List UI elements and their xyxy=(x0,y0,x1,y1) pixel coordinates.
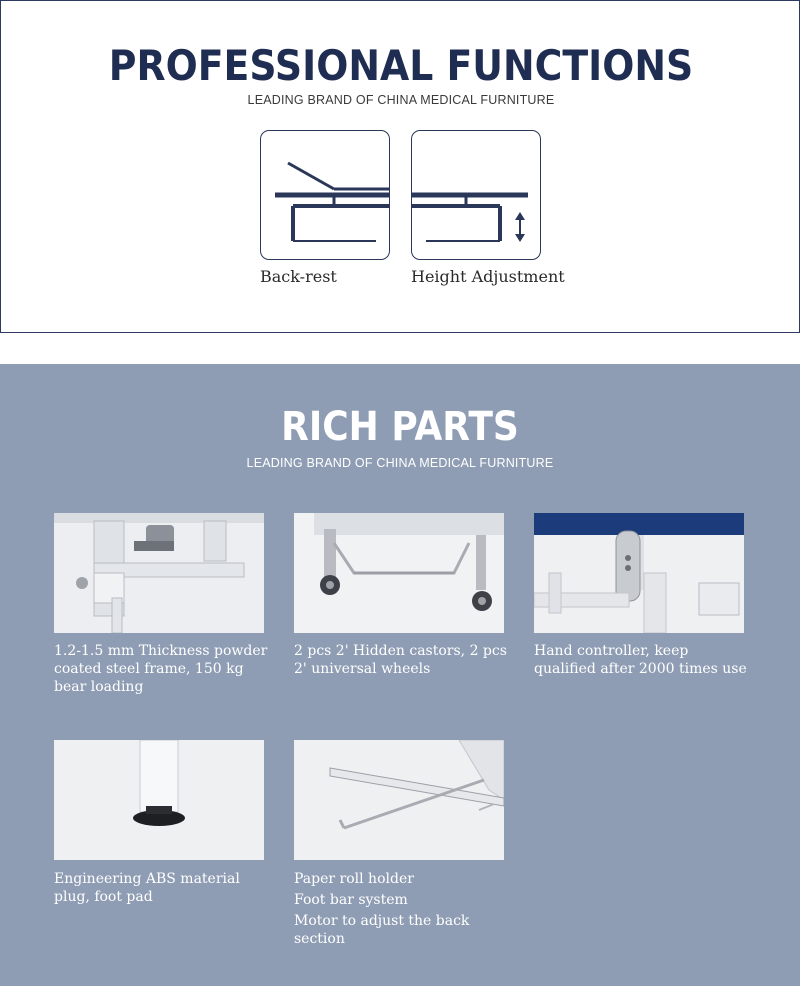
steel-frame-photo xyxy=(54,513,264,633)
rich-parts-section xyxy=(0,364,800,986)
caption-line: Engineering ABS material plug, foot pad xyxy=(54,871,240,905)
paper-roll-holder-photo xyxy=(294,740,504,860)
hand-controller-caption xyxy=(534,642,749,678)
caption-line: Paper roll holder xyxy=(294,871,414,887)
caption-line: Motor to adjust the back section xyxy=(294,913,470,947)
castors-photo xyxy=(294,513,504,633)
hand-controller-photo xyxy=(534,513,744,633)
parts-title: RICH PARTS xyxy=(281,404,519,450)
back-rest-label: Back-rest xyxy=(260,267,337,286)
caption-line: 2 pcs 2' Hidden castors, 2 pcs 2' universal wheels xyxy=(294,643,507,677)
steel-frame-caption xyxy=(54,642,269,696)
caption-line: Hand controller, keep qualified after 2000 times use xyxy=(534,643,747,677)
paper-roll-caption xyxy=(294,870,509,948)
functions-subtitle: LEADING BRAND OF CHINA MEDICAL FURNITURE xyxy=(247,93,555,107)
back-rest-icon xyxy=(260,130,390,260)
castors-caption xyxy=(294,642,509,678)
parts-subtitle: LEADING BRAND OF CHINA MEDICAL FURNITURE xyxy=(246,456,554,470)
functions-title: PROFESSIONAL FUNCTIONS xyxy=(108,41,694,90)
height-adjustment-icon xyxy=(411,130,541,260)
foot-pad-caption xyxy=(54,870,269,906)
height-adjustment-label: Height Adjustment xyxy=(411,267,565,286)
foot-pad-photo xyxy=(54,740,264,860)
caption-line: Foot bar system xyxy=(294,892,408,908)
professional-functions-section xyxy=(0,0,800,333)
caption-line: 1.2-1.5 mm Thickness powder coated steel frame, 150 kg bear loading xyxy=(54,643,268,695)
